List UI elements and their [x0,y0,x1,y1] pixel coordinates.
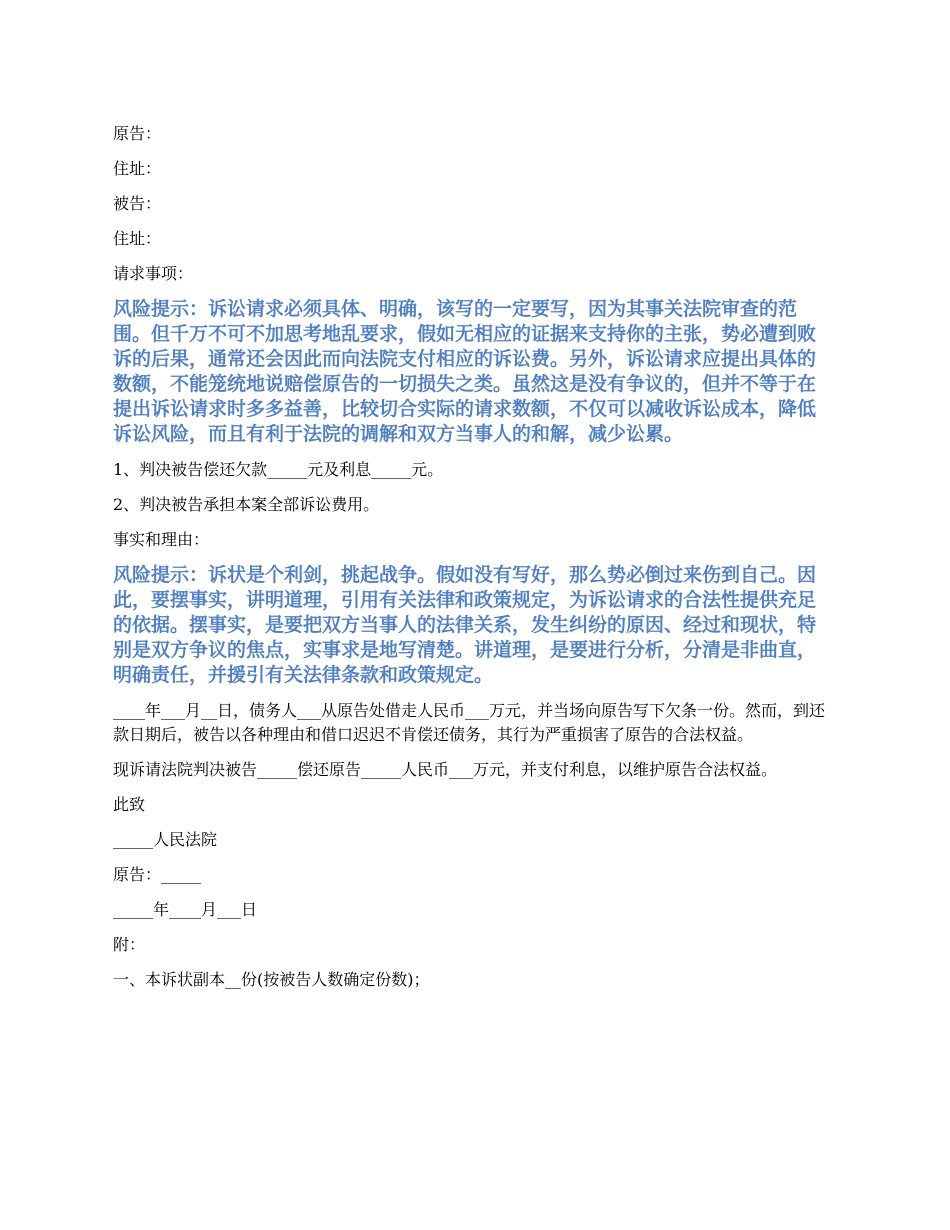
document-body [113,122,833,1003]
signature-line: 原告：_____ [113,865,202,884]
claim-item-2: 2、判决被告承担本案全部诉讼费用。 [113,495,380,514]
claims-heading: 请求事项： [113,264,194,283]
facts-heading: 事实和理由： [113,530,210,549]
attachment-heading: 附： [113,935,146,954]
risk-note-facts: 风险提示：诉状是个利剑，挑起战争。假如没有写好，那么势必倒过来伤到自己。因此，要摆事实，讲明道理，引用有关法律和政策规定，为诉讼请求的合法性提供充足的依据。摆事实，是要把双方当事人的法律关系，发生纠纷的原因、经过和现状，特别是双方争议的焦点，实事求是地写清楚。讲道理，是要进行分析，分清是非曲直，明确责任，并援引有关法律条款和政策规定。 [113,564,817,686]
attachment-item-1: 一、本诉状副本__份(按被告人数确定份数)； [113,970,430,989]
defendant-label: 被告： [113,194,162,213]
plaintiff-address-label: 住址： [113,159,162,178]
risk-note-claims: 风险提示：诉讼请求必须具体、明确，该写的一定要写，因为其事关法院审查的范围。但千万不可不加思考地乱要求，假如无相应的证据来支持你的主张，势必遭到败诉的后果，通常还会因此而向法院支付相应的诉讼费。另外，诉讼请求应提出具体的数额，不能笼统地说赔偿原告的一切损失之类。虽然这是没有争议的，但并不等于在提出诉讼请求时多多益善，比较切合实际的请求数额，不仅可以减收诉讼成本，降低诉讼风险，而且有利于法院的调解和双方当事人的和解，减少讼累。 [113,298,817,445]
court-name: _____人民法院 [113,830,218,849]
facts-paragraph: ____年___月__日，债务人___从原告处借走人民币___万元，并当场向原告写下欠条一份。然而，到还款日期后，被告以各种理由和借口迟迟不肯偿还债务，其行为严重损害了原告的合法权益。 [113,701,826,744]
request-paragraph: 现诉请法院判决被告_____偿还原告_____人民币___万元，并支付利息，以维护原告合法权益。 [113,760,778,779]
claim-item-1: 1、判决被告偿还欠款_____元及利息_____元。 [113,460,444,479]
plaintiff-label: 原告： [113,124,162,143]
salutation: 此致 [113,795,146,814]
date-line: _____年____月___日 [113,900,258,919]
defendant-address-label: 住址： [113,229,162,248]
